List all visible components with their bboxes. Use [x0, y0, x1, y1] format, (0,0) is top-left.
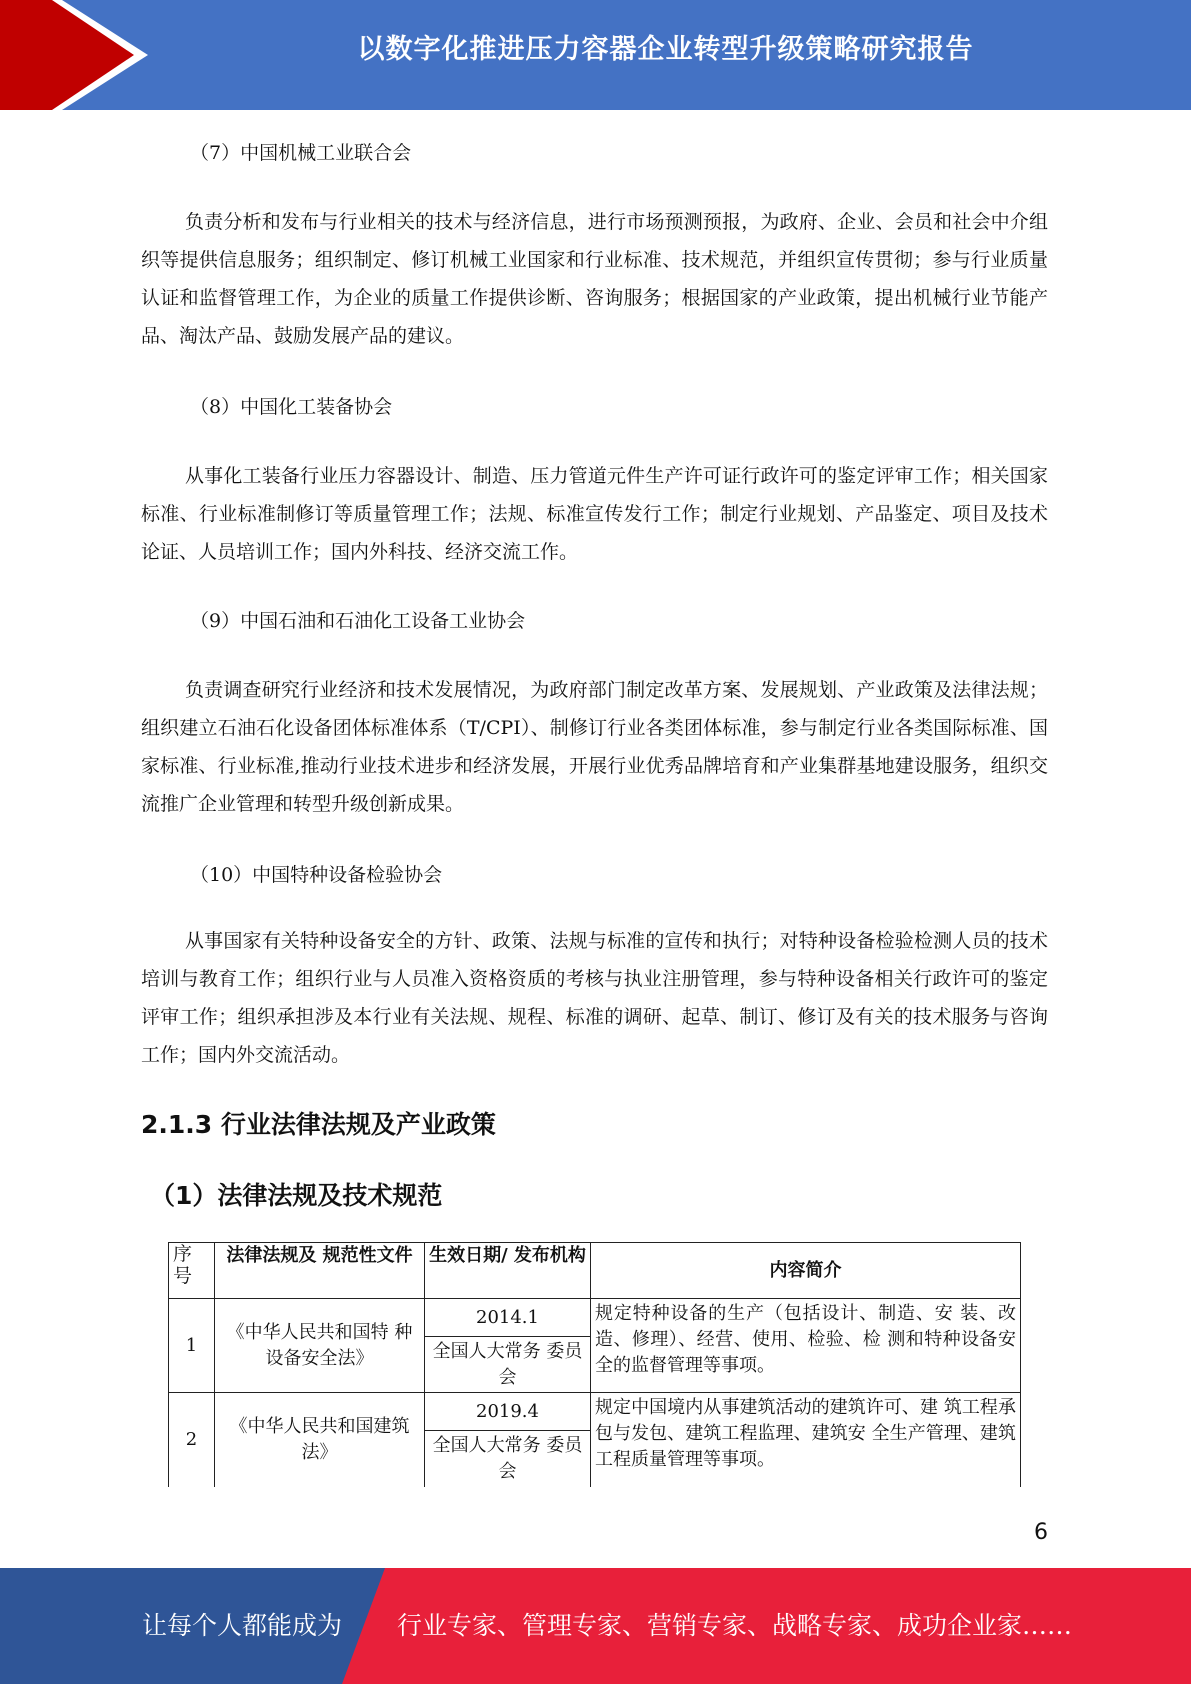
section-7-title: （7）中国机械工业联合会 [190, 142, 412, 164]
heading-2-1-3: 2.1.3 行业法律法规及产业政策 [141, 1110, 496, 1139]
heading-laws-and-specs: （1）法律法规及技术规范 [150, 1181, 443, 1210]
table-row [169, 1299, 1021, 1337]
section-9-body: 负责调查研究行业经济和技术发展情况，为政府部门制定改革方案、发展规划、产业政策及法律法规；组织建立石油石化设备团体标准体系（T/CPI）、制修订行业各类团体标准，参与制定行业各类国际标准、国家标准、行业标准,推动行业技术进步和经济发展，开展行业优秀品牌培育和产业集群基地建设服务，组织交流推广企业管理和转型升级创新成果。 [141, 679, 1048, 815]
row-1-seq: 1 [169, 1299, 215, 1393]
section-7-body: 负责分析和发布与行业相关的技术与经济信息，进行市场预测预报，为政府、企业、会员和社会中介组织等提供信息服务；组织制定、修订机械工业国家和行业标准、技术规范，并组织宣传贯彻；参与行业质量认证和监督管理工作，为企业的质量工作提供诊断、咨询服务；根据国家的产业政策，提出机械行业节能产品、淘汰产品、鼓励发展产品的建议。 [141, 211, 1048, 347]
section-8-title: （8）中国化工装备协会 [190, 396, 393, 418]
header-brief: 内容简介 [591, 1243, 1021, 1299]
row-2-date: 2019.4 [425, 1393, 591, 1431]
section-10-body: 从事国家有关特种设备安全的方针、政策、法规与标准的宣传和执行；对特种设备检验检测人员的技术培训与教育工作；组织行业与人员准入资格资质的考核与执业注册管理，参与特种设备相关行政许可的鉴定评审工作；组织承担涉及本行业有关法规、规程、标准的调研、起草、制订、修订及有关的技术服务与咨询工作；国内外交流活动。 [141, 930, 1048, 1066]
page-number: 6 [1034, 1520, 1048, 1545]
header-seq: 序号 [169, 1243, 215, 1299]
section-10-title: （10）中国特种设备检验协会 [190, 864, 443, 886]
row-1-brief: 规定特种设备的生产（包括设计、制造、安 装、改造、修理）、经营、使用、检验、检 测和特种设备安全的监督管理等事项。 [591, 1299, 1021, 1393]
row-1-org: 全国人大常务 委员会 [425, 1337, 591, 1393]
row-1-name: 《中华人民共和国特 种设备安全法》 [215, 1299, 425, 1393]
header-name: 法律法规及 规范性文件 [215, 1243, 425, 1299]
footer-slogan-left: 让每个人都能成为 [142, 1611, 343, 1640]
header-date: 生效日期/ 发布机构 [425, 1243, 591, 1299]
row-1-date: 2014.1 [425, 1299, 591, 1337]
page-header [0, 0, 1191, 110]
table-row [169, 1393, 1021, 1431]
row-2-seq: 2 [169, 1393, 215, 1487]
page-footer [0, 1568, 1191, 1684]
header-red-arrow-decoration [0, 0, 160, 110]
row-2-brief: 规定中国境内从事建筑活动的建筑许可、建 筑工程承包与发包、建筑工程监理、建筑安 全生产管理、建筑工程质量管理等事项。 [591, 1393, 1021, 1487]
row-2-name: 《中华人民共和国建筑法》 [215, 1393, 425, 1487]
laws-regulations-table [168, 1242, 1021, 1487]
row-2-org: 全国人大常务 委员会 [425, 1431, 591, 1487]
section-8-body: 从事化工装备行业压力容器设计、制造、压力管道元件生产许可证行政许可的鉴定评审工作；相关国家标准、行业标准制修订等质量管理工作；法规、标准宣传发行工作；制定行业规划、产品鉴定、项目及技术论证、人员培训工作；国内外科技、经济交流工作。 [141, 465, 1048, 563]
footer-slogan-right: 行业专家、管理专家、营销专家、战略专家、成功企业家…… [397, 1611, 1073, 1640]
report-title: 以数字化推进压力容器企业转型升级策略研究报告 [357, 34, 974, 65]
section-9-title: （9）中国石油和石油化工设备工业协会 [190, 610, 526, 632]
table-header-row [169, 1243, 1021, 1299]
